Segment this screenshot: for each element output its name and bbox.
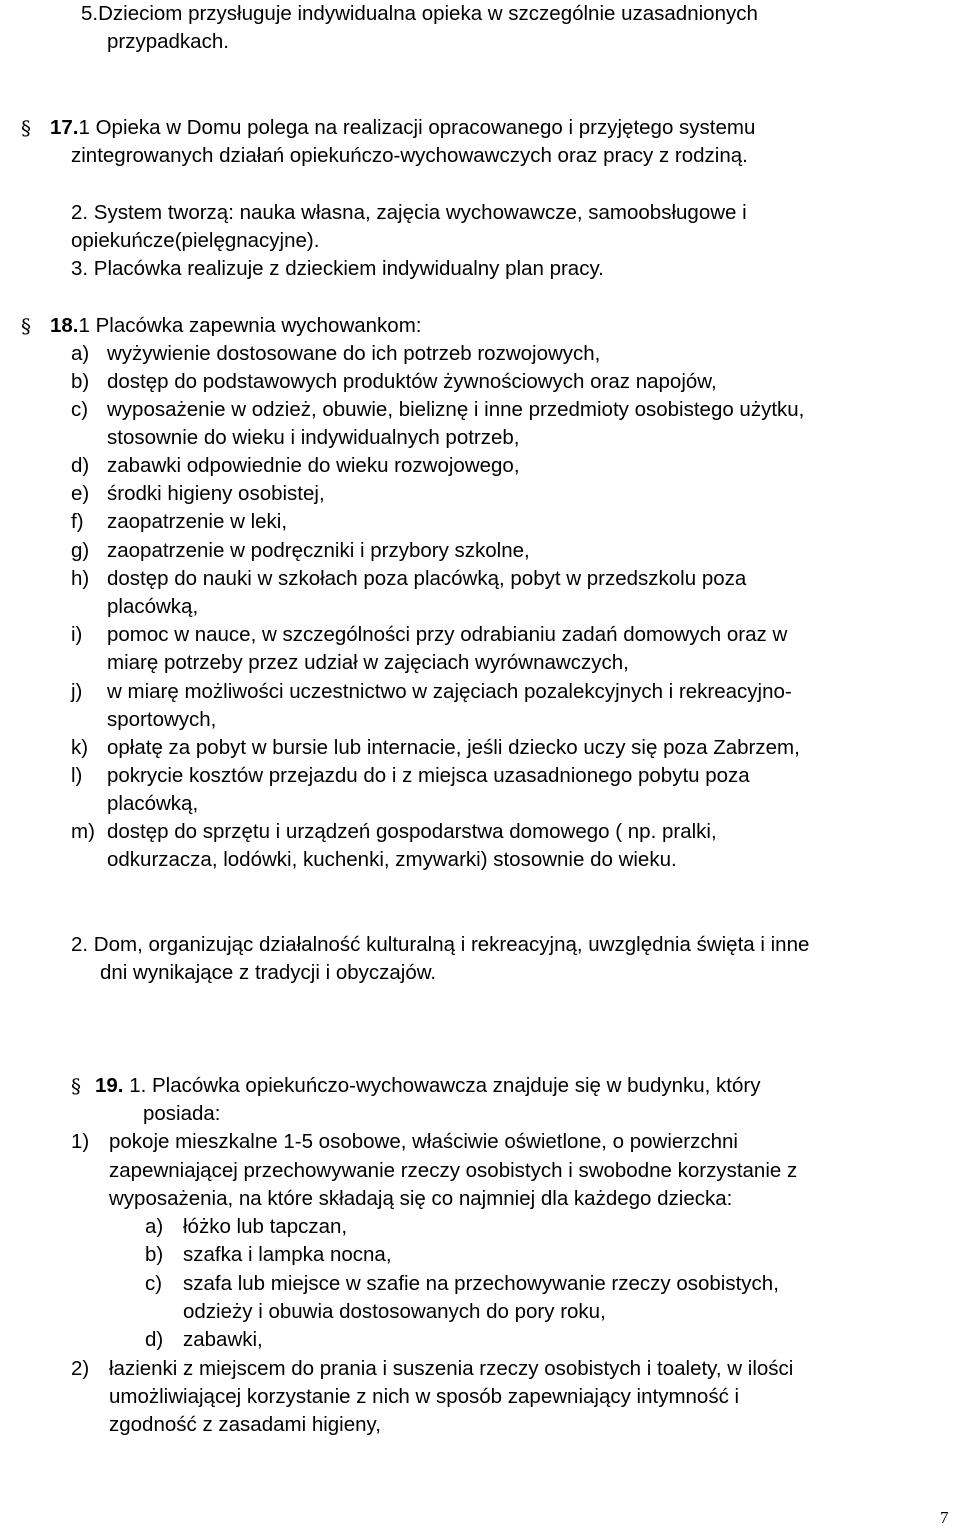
list-item-e: środki higieny osobistej, <box>107 482 325 505</box>
list-label-d: d) <box>71 454 90 477</box>
list-item-j-line-2: sportowych, <box>107 708 217 731</box>
list-item-h-line-2: placówką, <box>107 595 199 618</box>
list-item-k: opłatę za pobyt w bursie lub internacie, jeśli dziecko uczy się poza Zabrzem, <box>107 736 800 759</box>
list-label-l: l) <box>71 764 83 787</box>
section-18-point-2-line-1: 2. Dom, organizując działalność kulturalną i rekreacyjną, uwzględnia święta i inne <box>71 933 810 956</box>
section-18-intro <box>50 312 421 341</box>
sublist-item-c-line-2: odzieży i obuwia dostosowanych do pory roku, <box>183 1300 606 1323</box>
page-number: 7 <box>940 1508 949 1527</box>
list-item-c-line-1: wyposażenie w odzież, obuwie, bieliznę i inne przedmioty osobistego użytku, <box>107 398 805 421</box>
sublist-item-a: łóżko lub tapczan, <box>183 1215 348 1238</box>
section-19-intro-line-1 <box>95 1072 760 1101</box>
section-17-point-3: 3. Placówka realizuje z dzieckiem indywidualny plan pracy. <box>71 257 604 280</box>
section-17-text-1: 1 Opieka w Domu polega na realizacji opracowanego i przyjętego systemu <box>78 116 756 139</box>
list-label-m: m) <box>71 820 95 843</box>
paragraph-5-line-1: 5.Dzieciom przysługuje indywidualna opieka w szczególnie uzasadnionych <box>81 2 758 25</box>
section-symbol-17: § <box>21 116 31 140</box>
section-19-number: 19. <box>95 1074 124 1097</box>
list-item-f: zaopatrzenie w leki, <box>107 510 288 533</box>
list-item-d: zabawki odpowiednie do wieku rozwojowego, <box>107 454 520 477</box>
section-18-point-2-line-2: dni wynikające z tradycji i obyczajów. <box>100 961 437 984</box>
section-18-number: 18. <box>50 314 79 337</box>
list-label-g: g) <box>71 539 90 562</box>
section-17-number: 17. <box>50 116 79 139</box>
sublist-label-d: d) <box>145 1328 164 1351</box>
list-label-h: h) <box>71 567 90 590</box>
list-item-m-line-2: odkurzacza, lodówki, kuchenki, zmywarki) stosownie do wieku. <box>107 848 677 871</box>
list-item-j-line-1: w miarę możliwości uczestnictwo w zajęciach pozalekcyjnych i rekreacyjno- <box>107 680 792 703</box>
list-item-1-line-1: pokoje mieszkalne 1-5 osobowe, właściwie oświetlone, o powierzchni <box>109 1130 738 1153</box>
sublist-label-b: b) <box>145 1243 164 1266</box>
list-item-a: wyżywienie dostosowane do ich potrzeb rozwojowych, <box>107 342 601 365</box>
list-item-l-line-1: pokrycie kosztów przejazdu do i z miejsca uzasadnionego pobytu poza <box>107 764 750 787</box>
sublist-item-c-line-1: szafa lub miejsce w szafie na przechowywanie rzeczy osobistych, <box>183 1272 779 1295</box>
list-label-b: b) <box>71 370 90 393</box>
list-item-b: dostęp do podstawowych produktów żywnościowych oraz napojów, <box>107 370 717 393</box>
section-17-line-2: zintegrowanych działań opiekuńczo-wychowawczych oraz pracy z rodziną. <box>71 144 748 167</box>
list-label-k: k) <box>71 736 89 759</box>
sublist-item-b: szafka i lampka nocna, <box>183 1243 392 1266</box>
list-item-h-line-1: dostęp do nauki w szkołach poza placówką, pobyt w przedszkolu poza <box>107 567 747 590</box>
list-item-1-line-2: zapewniającej przechowywanie rzeczy osobistych i swobodne korzystanie z <box>109 1159 798 1182</box>
list-item-i-line-1: pomoc w nauce, w szczególności przy odrabianiu zadań domowych oraz w <box>107 623 788 646</box>
section-17-line-1 <box>50 114 755 143</box>
section-symbol-18: § <box>21 314 31 338</box>
list-item-l-line-2: placówką, <box>107 792 199 815</box>
section-19-intro-line-2: posiada: <box>143 1102 221 1125</box>
list-item-1-line-3: wyposażenia, na które składają się co najmniej dla każdego dziecka: <box>109 1187 733 1210</box>
section-17-point-2-line-1: 2. System tworzą: nauka własna, zajęcia wychowawcze, samoobsługowe i <box>71 201 747 224</box>
list-item-i-line-2: miarę potrzeby przez udział w zajęciach wyrównawczych, <box>107 651 629 674</box>
list-item-g: zaopatrzenie w podręczniki i przybory szkolne, <box>107 539 530 562</box>
section-18-intro-text: 1 Placówka zapewnia wychowankom: <box>78 314 422 337</box>
section-symbol-19: § <box>71 1074 81 1098</box>
list-item-2-line-1: łazienki z miejscem do prania i suszenia rzeczy osobistych i toalety, w ilości <box>109 1357 794 1380</box>
list-label-e: e) <box>71 482 90 505</box>
list-item-2-line-2: umożliwiającej korzystanie z nich w sposób zapewniający intymność i <box>109 1385 740 1408</box>
section-17-point-2-line-2: opiekuńcze(pielęgnacyjne). <box>71 229 320 252</box>
sublist-label-c: c) <box>145 1272 163 1295</box>
list-item-m-line-1: dostęp do sprzętu i urządzeń gospodarstwa domowego ( np. pralki, <box>107 820 717 843</box>
list-item-c-line-2: stosownie do wieku i indywidualnych potrzeb, <box>107 426 520 449</box>
sublist-label-a: a) <box>145 1215 164 1238</box>
sublist-item-d: zabawki, <box>183 1328 263 1351</box>
section-19-intro-text: 1. Placówka opiekuńczo-wychowawcza znajduje się w budynku, który <box>129 1074 761 1097</box>
list-label-1: 1) <box>71 1130 90 1153</box>
list-label-j: j) <box>71 680 83 703</box>
list-label-c: c) <box>71 398 89 421</box>
list-label-i: i) <box>71 623 83 646</box>
list-label-2: 2) <box>71 1357 90 1380</box>
list-label-f: f) <box>71 510 84 533</box>
list-item-2-line-3: zgodność z zasadami higieny, <box>109 1413 381 1436</box>
paragraph-5-line-2: przypadkach. <box>107 30 229 53</box>
list-label-a: a) <box>71 342 90 365</box>
